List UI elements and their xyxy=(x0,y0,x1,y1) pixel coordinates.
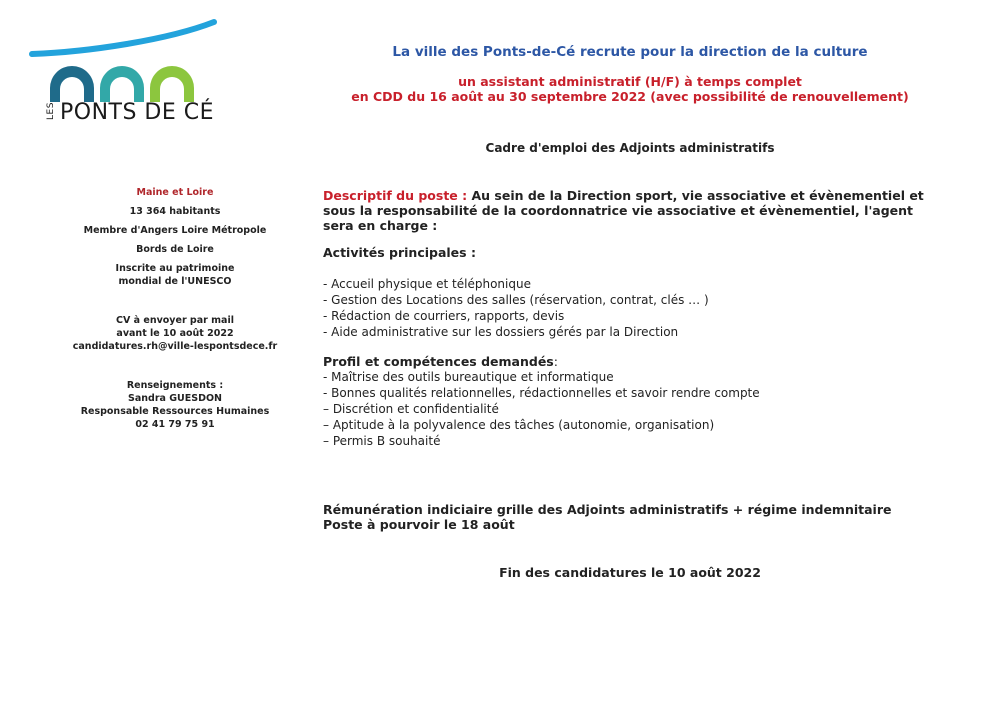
contact-info xyxy=(60,379,290,431)
rens-name: Sandra GUESDON xyxy=(128,393,222,404)
cv-line-1: CV à envoyer par mail xyxy=(116,315,234,326)
descriptif-text: Au sein de la Direction sport, vie associative et évènementiel et sous la responsabilité de la coordonnatrice vie associative et évènementiel, l'agent sera en charge : xyxy=(323,188,924,233)
remuneration-block xyxy=(323,502,943,532)
unesco-line-2: mondial de l'UNESCO xyxy=(118,276,232,287)
remuneration: Rémunération indiciaire grille des Adjoints administratifs + régime indemnitaire xyxy=(323,502,892,517)
logo-les: LES xyxy=(46,102,56,120)
header xyxy=(320,44,940,104)
membre: Membre d'Angers Loire Métropole xyxy=(83,225,267,236)
list-item: – Aptitude à la polyvalence des tâches (autonomie, organisation) xyxy=(323,418,715,432)
activites-list xyxy=(323,276,943,340)
population: 13 364 habitants xyxy=(129,206,221,217)
region: Maine et Loire xyxy=(136,187,214,198)
cv-email: candidatures.rh@ville-lespontsdece.fr xyxy=(72,341,278,352)
logo-text xyxy=(44,100,214,125)
cadre-emploi: Cadre d'emploi des Adjoints administratifs xyxy=(485,141,775,155)
fin-candidatures: Fin des candidatures le 10 août 2022 xyxy=(499,565,761,580)
rens-phone: 02 41 79 75 91 xyxy=(135,419,215,430)
logo-graphic xyxy=(28,16,228,106)
unesco xyxy=(60,262,290,288)
cv-info xyxy=(60,314,290,353)
subtitle-line-2: en CDD du 16 août au 30 septembre 2022 (avec possibilité de renouvellement) xyxy=(351,89,909,104)
activites-heading: Activités principales : xyxy=(323,245,476,260)
unesco-line-1: Inscrite au patrimoine xyxy=(115,263,235,274)
descriptif xyxy=(323,188,943,233)
sidebar-info xyxy=(60,186,290,437)
main-content xyxy=(323,188,943,449)
subtitle-line-1: un assistant administratif (H/F) à temps complet xyxy=(458,74,802,89)
profil-heading xyxy=(323,354,943,369)
list-item: - Maîtrise des outils bureautique et informatique xyxy=(323,370,614,384)
list-item: - Rédaction de courriers, rapports, devis xyxy=(323,309,565,323)
list-item: - Bonnes qualités relationnelles, rédactionnelles et savoir rendre compte xyxy=(323,386,760,400)
list-item: - Accueil physique et téléphonique xyxy=(323,277,531,291)
list-item: – Permis B souhaité xyxy=(323,434,441,448)
page-title: La ville des Ponts-de-Cé recrute pour la direction de la culture xyxy=(392,44,868,60)
poste-date: Poste à pourvoir le 18 août xyxy=(323,517,515,532)
cv-line-2: avant le 10 août 2022 xyxy=(116,328,234,339)
logo-name: PONTS DE CÉ xyxy=(60,100,215,125)
profil-heading-text: Profil et compétences demandés xyxy=(323,354,554,369)
bords: Bords de Loire xyxy=(136,244,214,255)
profil-list xyxy=(323,369,943,449)
rens-role: Responsable Ressources Humaines xyxy=(80,406,270,417)
profil-heading-colon: : xyxy=(553,354,558,369)
rens-label: Renseignements : xyxy=(126,380,224,391)
descriptif-label: Descriptif du poste : xyxy=(323,188,472,203)
list-item: – Discrétion et confidentialité xyxy=(323,402,499,416)
list-item: - Gestion des Locations des salles (réservation, contrat, clés … ) xyxy=(323,293,709,307)
list-item: - Aide administrative sur les dossiers gérés par la Direction xyxy=(323,325,679,339)
